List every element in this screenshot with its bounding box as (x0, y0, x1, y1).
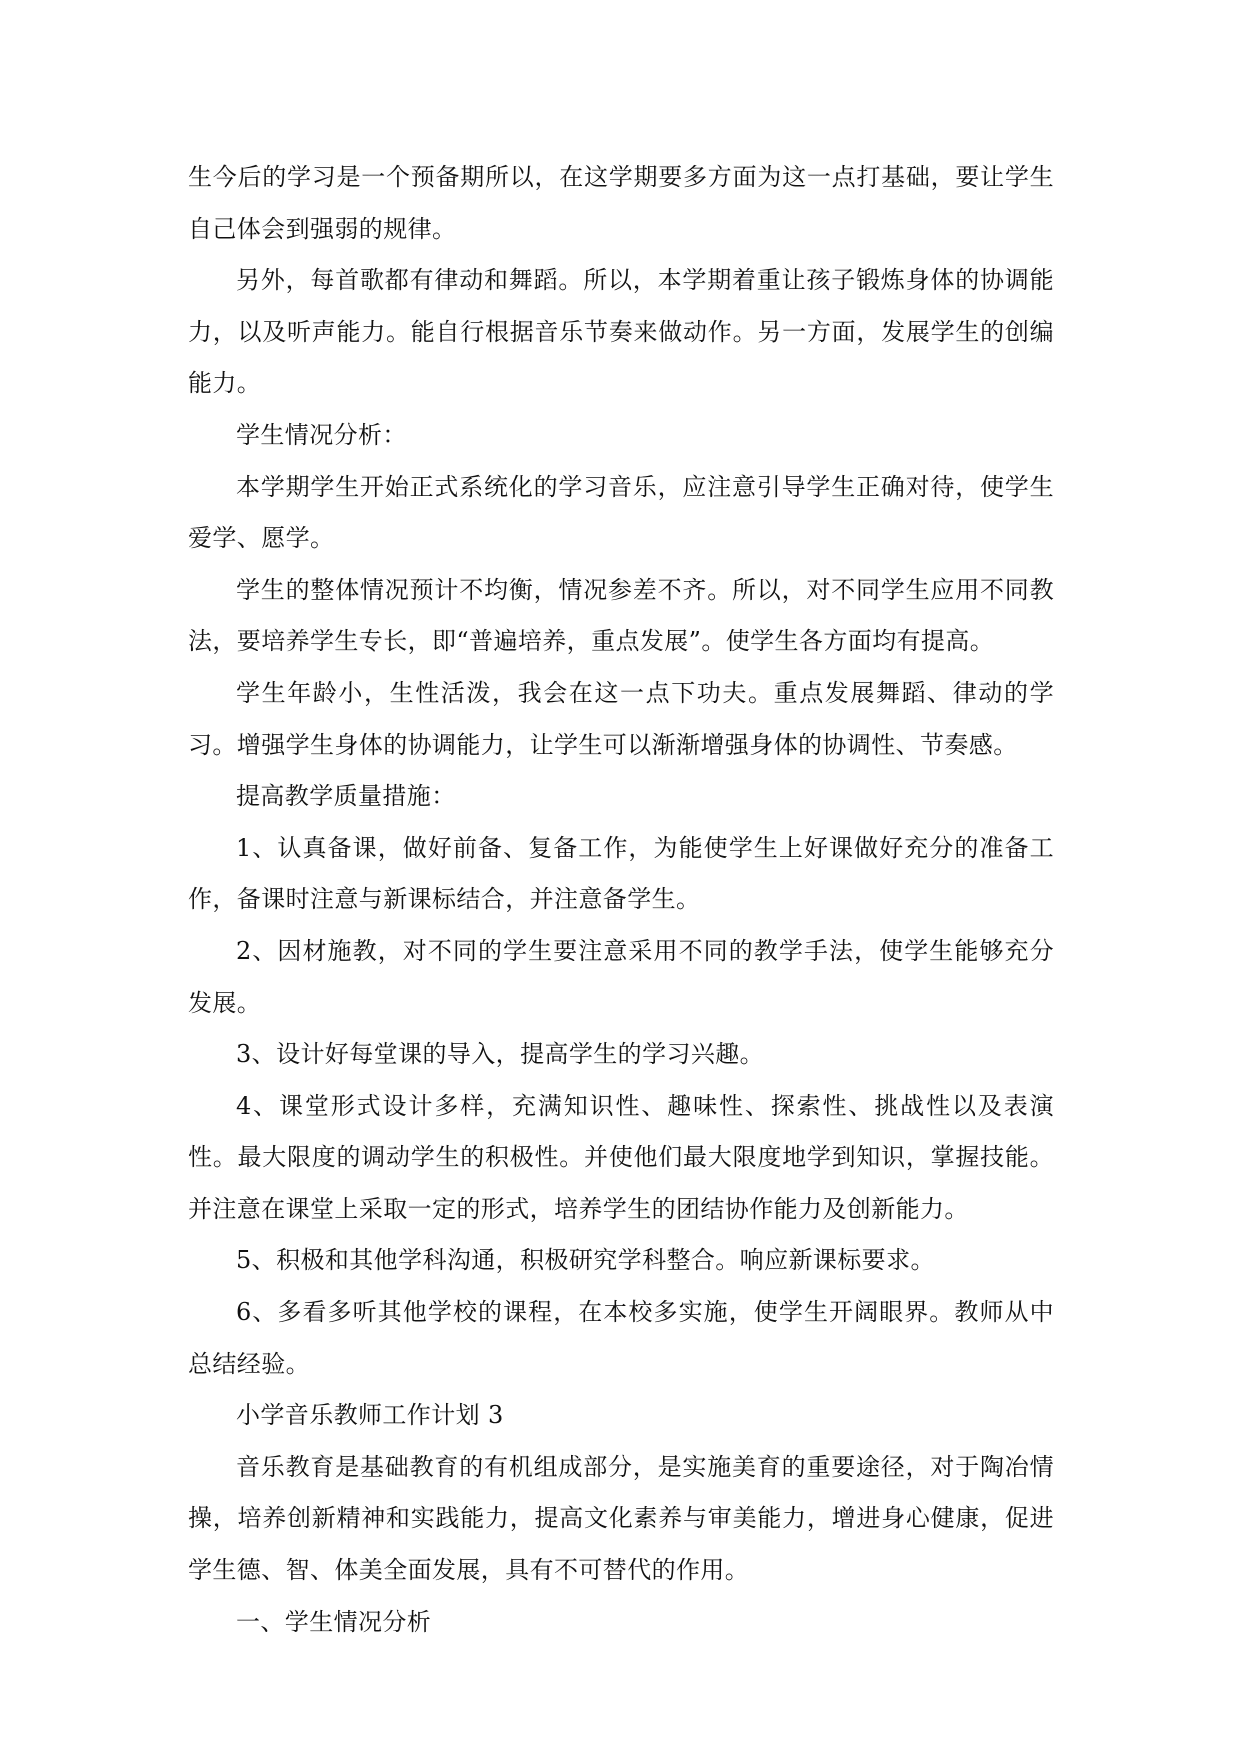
section-title-plan-3: 小学音乐教师工作计划 3 (236, 1401, 504, 1430)
measure-item-6: 6、多看多听其他学校的课程，在本校多实施，使学生开阔眼界。教师从中总结经验。 (188, 1298, 1054, 1378)
paragraph-rhythm-dance: 另外，每首歌都有律动和舞蹈。所以，本学期着重让孩子锻炼身体的协调能力，以及听声能力。能自行根据音乐节奏来做动作。另一方面，发展学生的创编能力。 (188, 266, 1054, 398)
heading-quality-measures: 提高教学质量措施： (236, 782, 456, 811)
measure-item-4: 4、课堂形式设计多样，充满知识性、趣味性、探索性、挑战性以及表演性。最大限度的调动学生的积极性。并使他们最大限度地学到知识，掌握技能。并注意在课堂上采取一定的形式，培养学生的团结协作能力及创新能力。 (188, 1091, 1054, 1223)
measure-item-5: 5、积极和其他学科沟通，积极研究学科整合。响应新课标要求。 (236, 1246, 935, 1275)
paragraph-music-education: 音乐教育是基础教育的有机组成部分，是实施美育的重要途径，对于陶冶情操，培养创新精神和实践能力，提高文化素养与审美能力，增进身心健康，促进学生德、智、体美全面发展，具有不可替代的作用。 (188, 1452, 1054, 1585)
paragraph-uneven-level: 学生的整体情况预计不均衡，情况参差不齐。所以，对不同学生应用不同教法，要培养学生专长，即“普遍培养，重点发展”。使学生各方面均有提高。 (188, 575, 1054, 656)
document-body (188, 152, 1054, 1648)
paragraph-young-students: 学生年龄小，生性活泼，我会在这一点下功夫。重点发展舞蹈、律动的学习。增强学生身体的协调能力，让学生可以渐渐增强身体的协调性、节奏感。 (188, 678, 1054, 759)
measure-item-2: 2、因材施教，对不同的学生要注意采用不同的教学手法，使学生能够充分发展。 (188, 936, 1054, 1017)
paragraph-systematic-learning: 本学期学生开始正式系统化的学习音乐，应注意引导学生正确对待，使学生爱学、愿学。 (188, 472, 1054, 553)
heading-student-situation: 一、学生情况分析 (236, 1607, 432, 1636)
measure-item-3: 3、设计好每堂课的导入，提高学生的学习兴趣。 (236, 1040, 765, 1069)
heading-student-analysis: 学生情况分析： (236, 420, 407, 449)
measure-item-1: 1、认真备课，做好前备、复备工作，为能使学生上好课做好充分的准备工作，备课时注意与新课标结合，并注意备学生。 (188, 833, 1054, 914)
paragraph-continued: 生今后的学习是一个预备期所以，在这学期要多方面为这一点打基础，要让学生自己体会到强弱的规律。 (188, 163, 1054, 243)
